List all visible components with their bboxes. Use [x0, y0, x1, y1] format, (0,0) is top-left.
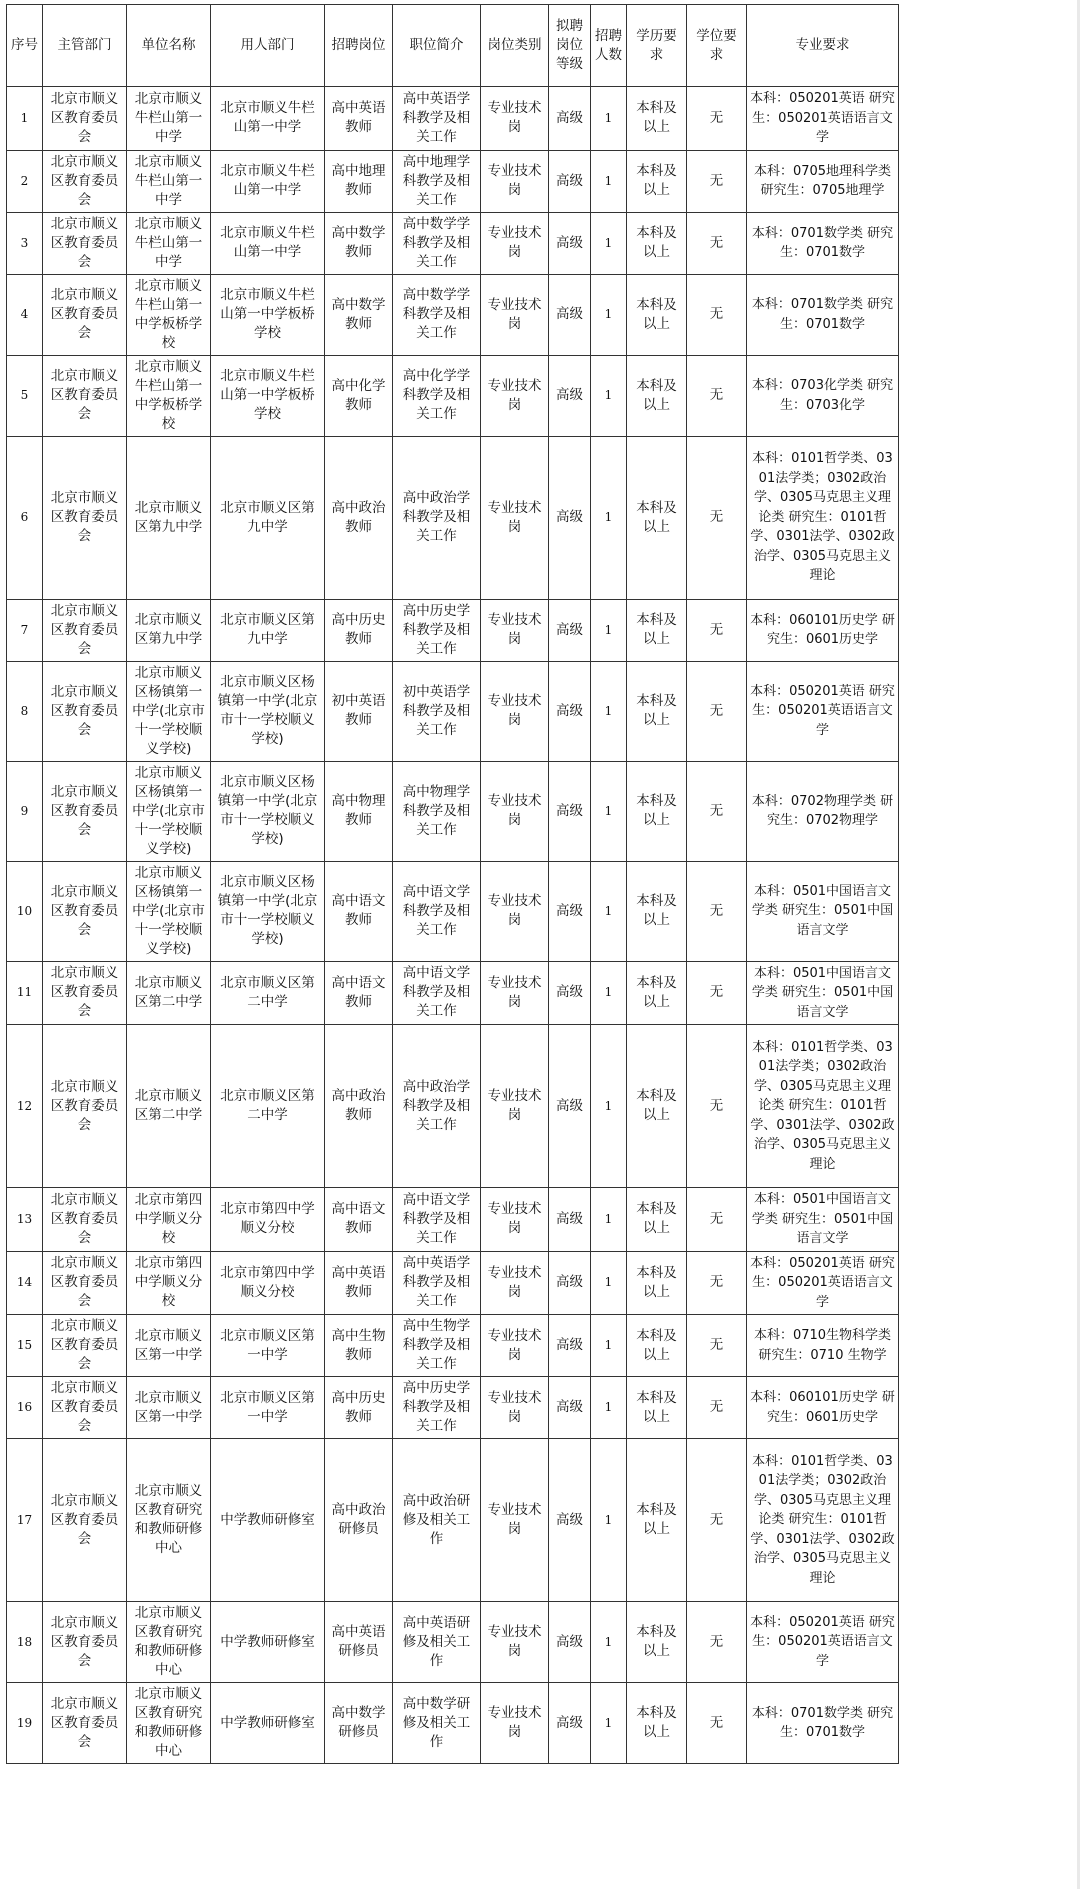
- cell-intro: 高中物理学科教学及相关工作: [393, 761, 481, 861]
- cell-unit: 北京市顺义区第二中学: [127, 961, 211, 1025]
- cell-employer: 北京市顺义区第二中学: [211, 961, 325, 1025]
- cell-major: 本科：0101哲学类、0301法学类；0302政治学、0305马克思主义理论类 研究生：0101哲学、0301法学、0302政治学、0305马克思主义理论: [747, 436, 899, 599]
- cell-unit: 北京市顺义区杨镇第一中学(北京市十一学校顺义学校): [127, 661, 211, 761]
- cell-edu: 本科及以上: [627, 150, 687, 212]
- cell-no: 5: [7, 355, 43, 436]
- table-row: [7, 1251, 899, 1315]
- cell-level: 高级: [549, 1683, 591, 1764]
- cell-dept: 北京市顺义区教育委员会: [43, 1315, 127, 1377]
- cell-category: 专业技术岗: [481, 861, 549, 961]
- cell-edu: 本科及以上: [627, 1377, 687, 1439]
- cell-count: 1: [591, 1602, 627, 1683]
- cell-level: 高级: [549, 761, 591, 861]
- cell-no: 19: [7, 1683, 43, 1764]
- cell-intro: 高中数学学科教学及相关工作: [393, 212, 481, 274]
- cell-employer: 北京市顺义区第九中学: [211, 599, 325, 661]
- table-row: [7, 599, 899, 661]
- cell-post: 高中历史教师: [325, 1377, 393, 1439]
- cell-count: 1: [591, 1315, 627, 1377]
- cell-level: 高级: [549, 961, 591, 1025]
- cell-unit: 北京市顺义区第一中学: [127, 1315, 211, 1377]
- cell-no: 12: [7, 1025, 43, 1188]
- cell-count: 1: [591, 355, 627, 436]
- cell-employer: 北京市顺义牛栏山第一中学板桥学校: [211, 355, 325, 436]
- cell-intro: 高中数学研修及相关工作: [393, 1683, 481, 1764]
- cell-major: 本科：0101哲学类、0301法学类；0302政治学、0305马克思主义理论类 研究生：0101哲学、0301法学、0302政治学、0305马克思主义理论: [747, 1025, 899, 1188]
- cell-degree: 无: [687, 1683, 747, 1764]
- cell-degree: 无: [687, 599, 747, 661]
- cell-level: 高级: [549, 861, 591, 961]
- cell-dept: 北京市顺义区教育委员会: [43, 1683, 127, 1764]
- cell-intro: 高中地理学科教学及相关工作: [393, 150, 481, 212]
- cell-edu: 本科及以上: [627, 274, 687, 355]
- cell-edu: 本科及以上: [627, 436, 687, 599]
- cell-intro: 高中语文学科教学及相关工作: [393, 1188, 481, 1252]
- header-no: 序号: [7, 5, 43, 87]
- cell-major: 本科：0710生物科学类 研究生：0710 生物学: [747, 1315, 899, 1377]
- cell-no: 1: [7, 87, 43, 151]
- cell-major: 本科：0701数学类 研究生：0701数学: [747, 274, 899, 355]
- cell-no: 9: [7, 761, 43, 861]
- cell-post: 高中化学教师: [325, 355, 393, 436]
- cell-count: 1: [591, 761, 627, 861]
- cell-degree: 无: [687, 1315, 747, 1377]
- cell-level: 高级: [549, 1439, 591, 1602]
- cell-major: 本科：050201英语 研究生：050201英语语言文学: [747, 661, 899, 761]
- cell-dept: 北京市顺义区教育委员会: [43, 1602, 127, 1683]
- cell-unit: 北京市顺义区教育研究和教师研修中心: [127, 1439, 211, 1602]
- cell-post: 高中政治教师: [325, 436, 393, 599]
- cell-intro: 高中语文学科教学及相关工作: [393, 861, 481, 961]
- cell-intro: 高中英语学科教学及相关工作: [393, 87, 481, 151]
- cell-count: 1: [591, 87, 627, 151]
- cell-level: 高级: [549, 212, 591, 274]
- cell-level: 高级: [549, 436, 591, 599]
- cell-dept: 北京市顺义区教育委员会: [43, 661, 127, 761]
- cell-dept: 北京市顺义区教育委员会: [43, 274, 127, 355]
- cell-edu: 本科及以上: [627, 961, 687, 1025]
- cell-intro: 高中英语研修及相关工作: [393, 1602, 481, 1683]
- cell-post: 高中历史教师: [325, 599, 393, 661]
- cell-unit: 北京市顺义区杨镇第一中学(北京市十一学校顺义学校): [127, 861, 211, 961]
- cell-category: 专业技术岗: [481, 1251, 549, 1315]
- cell-edu: 本科及以上: [627, 861, 687, 961]
- cell-level: 高级: [549, 87, 591, 151]
- cell-unit: 北京市顺义牛栏山第一中学板桥学校: [127, 274, 211, 355]
- header-intro: 职位简介: [393, 5, 481, 87]
- cell-count: 1: [591, 1188, 627, 1252]
- cell-employer: 北京市顺义牛栏山第一中学: [211, 150, 325, 212]
- cell-major: 本科：0705地理科学类 研究生：0705地理学: [747, 150, 899, 212]
- cell-count: 1: [591, 1439, 627, 1602]
- cell-degree: 无: [687, 1188, 747, 1252]
- cell-degree: 无: [687, 961, 747, 1025]
- cell-degree: 无: [687, 1377, 747, 1439]
- table-header-row: [7, 5, 899, 87]
- cell-post: 高中政治研修员: [325, 1439, 393, 1602]
- cell-edu: 本科及以上: [627, 1315, 687, 1377]
- table-body: [7, 87, 899, 1764]
- cell-major: 本科：050201英语 研究生：050201英语语言文学: [747, 1602, 899, 1683]
- cell-level: 高级: [549, 1315, 591, 1377]
- cell-unit: 北京市顺义区第九中学: [127, 599, 211, 661]
- cell-intro: 高中历史学科教学及相关工作: [393, 599, 481, 661]
- cell-post: 高中语文教师: [325, 861, 393, 961]
- cell-edu: 本科及以上: [627, 87, 687, 151]
- cell-post: 高中语文教师: [325, 961, 393, 1025]
- cell-major: 本科：0501中国语言文学类 研究生：0501中国语言文学: [747, 1188, 899, 1252]
- cell-level: 高级: [549, 1377, 591, 1439]
- cell-post: 高中生物教师: [325, 1315, 393, 1377]
- cell-post: 高中英语教师: [325, 87, 393, 151]
- cell-level: 高级: [549, 599, 591, 661]
- cell-dept: 北京市顺义区教育委员会: [43, 761, 127, 861]
- cell-dept: 北京市顺义区教育委员会: [43, 1188, 127, 1252]
- cell-intro: 初中英语学科教学及相关工作: [393, 661, 481, 761]
- cell-count: 1: [591, 861, 627, 961]
- cell-employer: 北京市顺义区杨镇第一中学(北京市十一学校顺义学校): [211, 861, 325, 961]
- cell-employer: 北京市顺义区第二中学: [211, 1025, 325, 1188]
- header-post: 招聘岗位: [325, 5, 393, 87]
- cell-employer: 北京市顺义区杨镇第一中学(北京市十一学校顺义学校): [211, 761, 325, 861]
- cell-degree: 无: [687, 861, 747, 961]
- table-row: [7, 1377, 899, 1439]
- cell-category: 专业技术岗: [481, 355, 549, 436]
- cell-no: 16: [7, 1377, 43, 1439]
- cell-degree: 无: [687, 355, 747, 436]
- cell-edu: 本科及以上: [627, 661, 687, 761]
- cell-major: 本科：0703化学类 研究生：0703化学: [747, 355, 899, 436]
- cell-edu: 本科及以上: [627, 212, 687, 274]
- cell-intro: 高中数学学科教学及相关工作: [393, 274, 481, 355]
- cell-level: 高级: [549, 661, 591, 761]
- cell-no: 15: [7, 1315, 43, 1377]
- table-row: [7, 961, 899, 1025]
- table-row: [7, 150, 899, 212]
- cell-employer: 中学教师研修室: [211, 1439, 325, 1602]
- cell-edu: 本科及以上: [627, 1439, 687, 1602]
- table-row: [7, 355, 899, 436]
- cell-intro: 高中语文学科教学及相关工作: [393, 961, 481, 1025]
- header-degree: 学位要求: [687, 5, 747, 87]
- cell-dept: 北京市顺义区教育委员会: [43, 961, 127, 1025]
- cell-unit: 北京市第四中学顺义分校: [127, 1251, 211, 1315]
- cell-dept: 北京市顺义区教育委员会: [43, 436, 127, 599]
- table-row: [7, 761, 899, 861]
- header-count: 招聘人数: [591, 5, 627, 87]
- cell-unit: 北京市顺义牛栏山第一中学: [127, 212, 211, 274]
- cell-unit: 北京市顺义牛栏山第一中学板桥学校: [127, 355, 211, 436]
- cell-count: 1: [591, 1025, 627, 1188]
- table-row: [7, 1188, 899, 1252]
- cell-dept: 北京市顺义区教育委员会: [43, 861, 127, 961]
- cell-major: 本科：060101历史学 研究生：0601历史学: [747, 599, 899, 661]
- cell-dept: 北京市顺义区教育委员会: [43, 1251, 127, 1315]
- cell-post: 高中地理教师: [325, 150, 393, 212]
- cell-major: 本科：050201英语 研究生：050201英语语言文学: [747, 87, 899, 151]
- cell-level: 高级: [549, 1188, 591, 1252]
- cell-dept: 北京市顺义区教育委员会: [43, 355, 127, 436]
- cell-dept: 北京市顺义区教育委员会: [43, 1025, 127, 1188]
- table-row: [7, 436, 899, 599]
- cell-no: 11: [7, 961, 43, 1025]
- cell-post: 高中数学教师: [325, 274, 393, 355]
- cell-employer: 北京市顺义区杨镇第一中学(北京市十一学校顺义学校): [211, 661, 325, 761]
- cell-edu: 本科及以上: [627, 1683, 687, 1764]
- cell-post: 高中政治教师: [325, 1025, 393, 1188]
- cell-major: 本科：0702物理学类 研究生：0702物理学: [747, 761, 899, 861]
- cell-count: 1: [591, 150, 627, 212]
- cell-no: 2: [7, 150, 43, 212]
- cell-no: 14: [7, 1251, 43, 1315]
- cell-intro: 高中政治学科教学及相关工作: [393, 436, 481, 599]
- cell-intro: 高中政治研修及相关工作: [393, 1439, 481, 1602]
- cell-major: 本科：050201英语 研究生：050201英语语言文学: [747, 1251, 899, 1315]
- cell-unit: 北京市第四中学顺义分校: [127, 1188, 211, 1252]
- cell-category: 专业技术岗: [481, 761, 549, 861]
- cell-employer: 北京市顺义区第一中学: [211, 1377, 325, 1439]
- cell-category: 专业技术岗: [481, 1602, 549, 1683]
- cell-category: 专业技术岗: [481, 1377, 549, 1439]
- cell-no: 13: [7, 1188, 43, 1252]
- cell-dept: 北京市顺义区教育委员会: [43, 212, 127, 274]
- cell-no: 3: [7, 212, 43, 274]
- cell-employer: 中学教师研修室: [211, 1602, 325, 1683]
- table-row: [7, 661, 899, 761]
- cell-post: 高中英语教师: [325, 1251, 393, 1315]
- cell-unit: 北京市顺义区教育研究和教师研修中心: [127, 1683, 211, 1764]
- cell-category: 专业技术岗: [481, 1315, 549, 1377]
- cell-post: 高中数学教师: [325, 212, 393, 274]
- cell-dept: 北京市顺义区教育委员会: [43, 87, 127, 151]
- cell-edu: 本科及以上: [627, 599, 687, 661]
- cell-degree: 无: [687, 274, 747, 355]
- cell-count: 1: [591, 1377, 627, 1439]
- header-category: 岗位类别: [481, 5, 549, 87]
- cell-employer: 北京市顺义牛栏山第一中学: [211, 87, 325, 151]
- cell-employer: 北京市顺义牛栏山第一中学: [211, 212, 325, 274]
- cell-degree: 无: [687, 661, 747, 761]
- cell-employer: 北京市顺义区第一中学: [211, 1315, 325, 1377]
- header-level: 拟聘岗位等级: [549, 5, 591, 87]
- cell-level: 高级: [549, 150, 591, 212]
- table-row: [7, 1602, 899, 1683]
- cell-category: 专业技术岗: [481, 87, 549, 151]
- header-edu: 学历要求: [627, 5, 687, 87]
- cell-post: 高中语文教师: [325, 1188, 393, 1252]
- table-row: [7, 87, 899, 151]
- cell-unit: 北京市顺义牛栏山第一中学: [127, 150, 211, 212]
- cell-level: 高级: [549, 1251, 591, 1315]
- cell-level: 高级: [549, 1025, 591, 1188]
- cell-no: 6: [7, 436, 43, 599]
- table-row: [7, 212, 899, 274]
- cell-degree: 无: [687, 1439, 747, 1602]
- cell-unit: 北京市顺义区杨镇第一中学(北京市十一学校顺义学校): [127, 761, 211, 861]
- cell-category: 专业技术岗: [481, 599, 549, 661]
- cell-dept: 北京市顺义区教育委员会: [43, 1377, 127, 1439]
- cell-category: 专业技术岗: [481, 150, 549, 212]
- cell-no: 4: [7, 274, 43, 355]
- cell-category: 专业技术岗: [481, 1188, 549, 1252]
- cell-count: 1: [591, 436, 627, 599]
- table-row: [7, 1315, 899, 1377]
- cell-intro: 高中政治学科教学及相关工作: [393, 1025, 481, 1188]
- header-dept: 主管部门: [43, 5, 127, 87]
- cell-unit: 北京市顺义区第一中学: [127, 1377, 211, 1439]
- cell-post: 高中物理教师: [325, 761, 393, 861]
- cell-edu: 本科及以上: [627, 1188, 687, 1252]
- cell-edu: 本科及以上: [627, 355, 687, 436]
- recruitment-table: [6, 4, 899, 1764]
- header-employer: 用人部门: [211, 5, 325, 87]
- cell-no: 17: [7, 1439, 43, 1602]
- cell-count: 1: [591, 599, 627, 661]
- cell-intro: 高中生物学科教学及相关工作: [393, 1315, 481, 1377]
- cell-major: 本科：0101哲学类、0301法学类；0302政治学、0305马克思主义理论类 研究生：0101哲学、0301法学、0302政治学、0305马克思主义理论: [747, 1439, 899, 1602]
- cell-no: 7: [7, 599, 43, 661]
- cell-category: 专业技术岗: [481, 1439, 549, 1602]
- cell-level: 高级: [549, 274, 591, 355]
- cell-post: 高中英语研修员: [325, 1602, 393, 1683]
- cell-category: 专业技术岗: [481, 661, 549, 761]
- cell-no: 8: [7, 661, 43, 761]
- cell-degree: 无: [687, 1251, 747, 1315]
- cell-employer: 中学教师研修室: [211, 1683, 325, 1764]
- cell-edu: 本科及以上: [627, 1251, 687, 1315]
- cell-intro: 高中化学学科教学及相关工作: [393, 355, 481, 436]
- cell-dept: 北京市顺义区教育委员会: [43, 1439, 127, 1602]
- cell-degree: 无: [687, 436, 747, 599]
- cell-category: 专业技术岗: [481, 212, 549, 274]
- cell-unit: 北京市顺义区第九中学: [127, 436, 211, 599]
- cell-edu: 本科及以上: [627, 1025, 687, 1188]
- cell-degree: 无: [687, 87, 747, 151]
- cell-post: 初中英语教师: [325, 661, 393, 761]
- cell-count: 1: [591, 1251, 627, 1315]
- cell-degree: 无: [687, 1602, 747, 1683]
- cell-count: 1: [591, 661, 627, 761]
- cell-count: 1: [591, 961, 627, 1025]
- cell-employer: 北京市顺义牛栏山第一中学板桥学校: [211, 274, 325, 355]
- cell-degree: 无: [687, 150, 747, 212]
- cell-category: 专业技术岗: [481, 436, 549, 599]
- cell-employer: 北京市第四中学顺义分校: [211, 1251, 325, 1315]
- cell-category: 专业技术岗: [481, 274, 549, 355]
- cell-degree: 无: [687, 761, 747, 861]
- cell-count: 1: [591, 212, 627, 274]
- cell-intro: 高中历史学科教学及相关工作: [393, 1377, 481, 1439]
- cell-dept: 北京市顺义区教育委员会: [43, 150, 127, 212]
- cell-edu: 本科及以上: [627, 761, 687, 861]
- header-unit: 单位名称: [127, 5, 211, 87]
- cell-post: 高中数学研修员: [325, 1683, 393, 1764]
- cell-level: 高级: [549, 1602, 591, 1683]
- header-major: 专业要求: [747, 5, 899, 87]
- cell-category: 专业技术岗: [481, 1683, 549, 1764]
- cell-intro: 高中英语学科教学及相关工作: [393, 1251, 481, 1315]
- cell-major: 本科：0501中国语言文学类 研究生：0501中国语言文学: [747, 961, 899, 1025]
- cell-unit: 北京市顺义牛栏山第一中学: [127, 87, 211, 151]
- cell-major: 本科：0501中国语言文学类 研究生：0501中国语言文学: [747, 861, 899, 961]
- cell-category: 专业技术岗: [481, 961, 549, 1025]
- cell-no: 10: [7, 861, 43, 961]
- cell-major: 本科：0701数学类 研究生：0701数学: [747, 1683, 899, 1764]
- cell-unit: 北京市顺义区教育研究和教师研修中心: [127, 1602, 211, 1683]
- table-row: [7, 1683, 899, 1764]
- cell-degree: 无: [687, 212, 747, 274]
- cell-major: 本科：060101历史学 研究生：0601历史学: [747, 1377, 899, 1439]
- cell-category: 专业技术岗: [481, 1025, 549, 1188]
- table-row: [7, 861, 899, 961]
- cell-edu: 本科及以上: [627, 1602, 687, 1683]
- cell-employer: 北京市第四中学顺义分校: [211, 1188, 325, 1252]
- cell-level: 高级: [549, 355, 591, 436]
- cell-count: 1: [591, 274, 627, 355]
- cell-employer: 北京市顺义区第九中学: [211, 436, 325, 599]
- cell-major: 本科：0701数学类 研究生：0701数学: [747, 212, 899, 274]
- table-row: [7, 274, 899, 355]
- cell-no: 18: [7, 1602, 43, 1683]
- cell-degree: 无: [687, 1025, 747, 1188]
- table-row: [7, 1025, 899, 1188]
- cell-count: 1: [591, 1683, 627, 1764]
- table-row: [7, 1439, 899, 1602]
- cell-dept: 北京市顺义区教育委员会: [43, 599, 127, 661]
- cell-unit: 北京市顺义区第二中学: [127, 1025, 211, 1188]
